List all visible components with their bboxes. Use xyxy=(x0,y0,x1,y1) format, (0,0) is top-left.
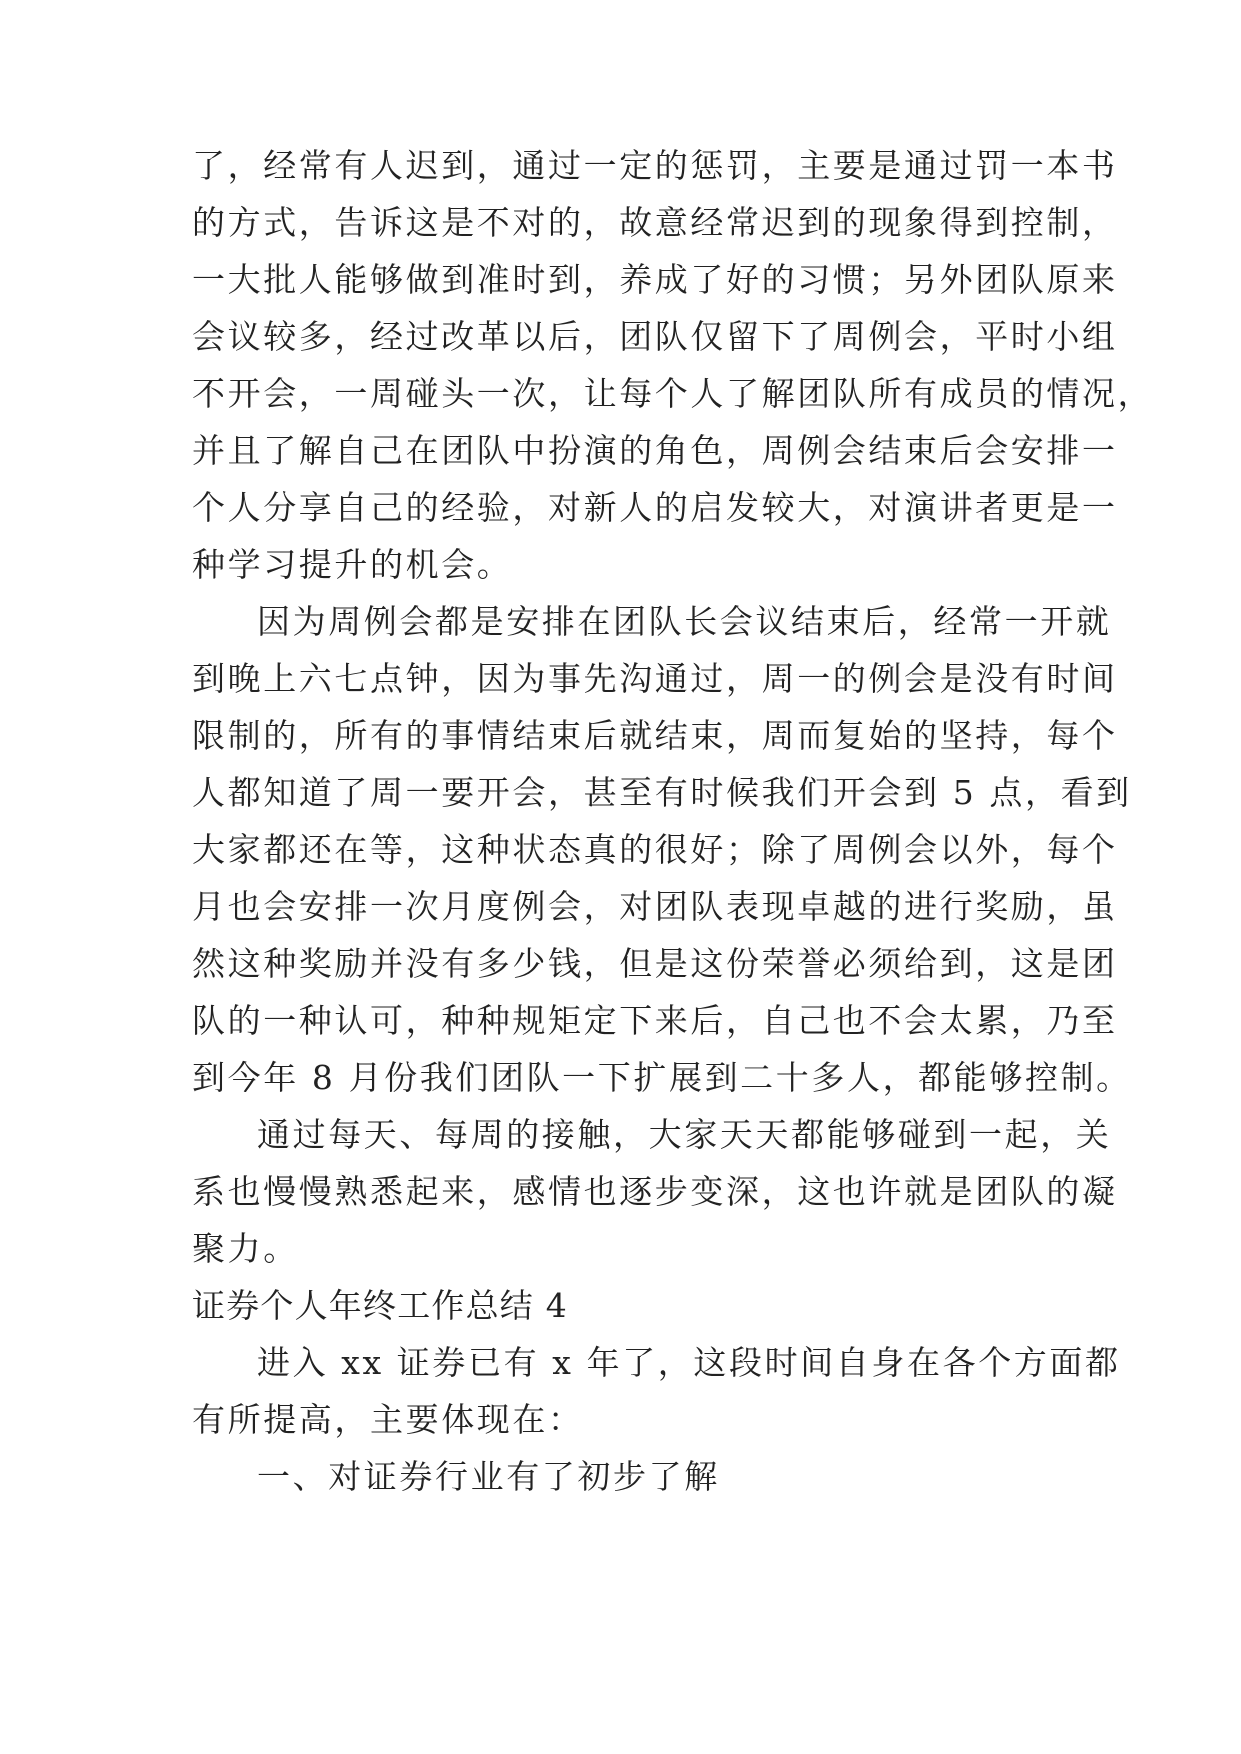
text-line: 有所提高，主要体现在： xyxy=(192,1400,584,1439)
text-line: 的方式，告诉这是不对的，故意经常迟到的现象得到控制， xyxy=(192,203,1118,242)
text-line: 系也慢慢熟悉起来，感情也逐步变深，这也许就是团队的凝 xyxy=(192,1172,1118,1211)
text-line: 会议较多，经过改革以后，团队仅留下了周例会，平时小组 xyxy=(192,317,1118,356)
text-line: 一大批人能够做到准时到，养成了好的习惯；另外团队原来 xyxy=(192,260,1118,299)
text-line: 聚力。 xyxy=(192,1229,299,1268)
text-line: 到今年 8 月份我们团队一下扩展到二十多人，都能够控制。 xyxy=(192,1058,1132,1097)
text-line: 种学习提升的机会。 xyxy=(192,545,513,584)
text-line: 不开会，一周碰头一次，让每个人了解团队所有成员的情况， xyxy=(192,374,1154,413)
paragraph-first-line: 通过每天、每周的接触，大家天天都能够碰到一起，关 xyxy=(257,1115,1112,1154)
section-heading: 证券个人年终工作总结 4 xyxy=(192,1286,568,1325)
text-line: 大家都还在等，这种状态真的很好；除了周例会以外，每个 xyxy=(192,830,1118,869)
text-line: 到晚上六七点钟，因为事先沟通过，周一的例会是没有时间 xyxy=(192,659,1118,698)
list-item-heading: 一、对证券行业有了初步了解 xyxy=(257,1457,720,1496)
text-line: 队的一种认可，种种规矩定下来后，自己也不会太累，乃至 xyxy=(192,1001,1118,1040)
text-line: 人都知道了周一要开会，甚至有时候我们开会到 5 点，看到 xyxy=(192,773,1132,812)
text-line: 了，经常有人迟到，通过一定的惩罚，主要是通过罚一本书 xyxy=(192,146,1118,185)
text-line: 限制的，所有的事情结束后就结束，周而复始的坚持，每个 xyxy=(192,716,1118,755)
text-line: 月也会安排一次月度例会，对团队表现卓越的进行奖励，虽 xyxy=(192,887,1118,926)
paragraph-first-line: 进入 xx 证券已有 x 年了，这段时间自身在各个方面都 xyxy=(257,1343,1121,1382)
paragraph-first-line: 因为周例会都是安排在团队长会议结束后，经常一开就 xyxy=(257,602,1112,641)
text-line: 个人分享自己的经验，对新人的启发较大，对演讲者更是一 xyxy=(192,488,1118,527)
text-line: 然这种奖励并没有多少钱，但是这份荣誉必须给到，这是团 xyxy=(192,944,1118,983)
text-line: 并且了解自己在团队中扮演的角色，周例会结束后会安排一 xyxy=(192,431,1118,470)
